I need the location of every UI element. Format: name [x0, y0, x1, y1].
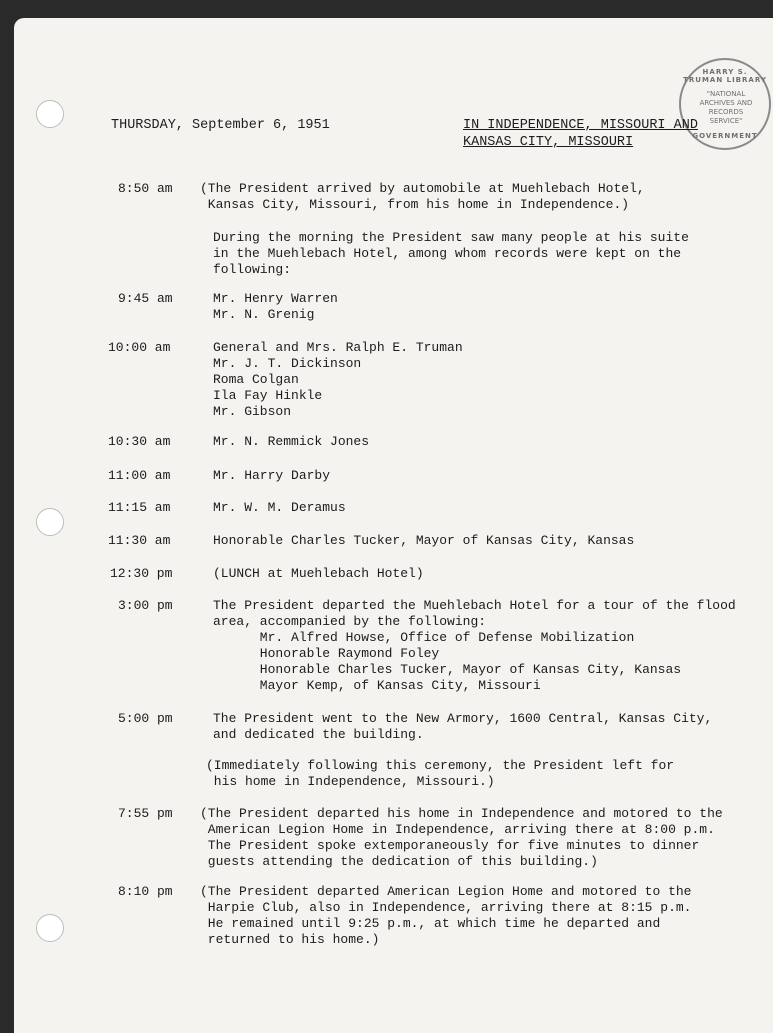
entry-line: area, accompanied by the following: [213, 614, 487, 629]
entry-line: The President spoke extemporaneously for five minutes to dinner [200, 838, 700, 853]
entry-text [213, 468, 330, 484]
stamp-bottom-text: GOVERNMENT [692, 132, 758, 140]
entry-time: 5:00 pm [118, 711, 173, 726]
entry-line: Kansas City, Missouri, from his home in Independence.) [200, 197, 630, 212]
entry-line: Mr. W. M. Deramus [213, 500, 346, 515]
entry-text [213, 566, 424, 582]
entry-line: During the morning the President saw many people at his suite [213, 230, 689, 245]
entry-line: The President went to the New Armory, 1600 Central, Kansas City, [213, 711, 713, 726]
entry-line: Mr. J. T. Dickinson [213, 356, 362, 371]
entry-line: (The President arrived by automobile at Muehlebach Hotel, [200, 181, 645, 196]
entry-line: Harpie Club, also in Independence, arriving there at 8:15 p.m. [200, 900, 692, 915]
entry-line: his home in Independence, Missouri.) [206, 774, 495, 789]
entry-line: (LUNCH at Muehlebach Hotel) [213, 566, 424, 581]
entry-time: 9:45 am [118, 291, 173, 306]
stamp-top-text: HARRY S. TRUMAN LIBRARY [683, 68, 767, 84]
entry-text [206, 758, 674, 790]
entry-text [200, 884, 691, 948]
entry-time: 12:30 pm [110, 566, 173, 581]
stamp-inner-text: "NATIONAL ARCHIVES AND RECORDS SERVICE" [699, 90, 753, 125]
entry-line: (Immediately following this ceremony, the President left for [206, 758, 675, 773]
binder-hole [36, 508, 64, 536]
entry-line: Mayor Kemp, of Kansas City, Missouri [213, 678, 541, 693]
entry-text [213, 598, 736, 694]
entry-time: 8:50 am [118, 181, 173, 196]
entry-line: Honorable Charles Tucker, Mayor of Kansas City, Kansas [213, 533, 635, 548]
entry-line: returned to his home.) [200, 932, 380, 947]
entry-text [200, 181, 645, 213]
entry-text [213, 340, 463, 420]
entry-line: Honorable Charles Tucker, Mayor of Kansas City, Kansas [213, 662, 682, 677]
entry-time: 3:00 pm [118, 598, 173, 613]
binder-hole [36, 914, 64, 942]
entry-time: 11:00 am [108, 468, 171, 483]
entry-line: in the Muehlebach Hotel, among whom records were kept on the [213, 246, 682, 261]
entry-line: The President departed the Muehlebach Hotel for a tour of the flood [213, 598, 736, 613]
binder-hole [36, 100, 64, 128]
header-date: THURSDAY, September 6, 1951 [111, 118, 330, 133]
entry-time: 10:30 am [108, 434, 171, 449]
entry-line: (The President departed American Legion Home and motored to the [200, 884, 692, 899]
header-location [463, 117, 698, 151]
document-page [14, 18, 773, 1033]
entry-time: 11:15 am [108, 500, 171, 515]
entry-line: guests attending the dedication of this building.) [200, 854, 598, 869]
entry-text [213, 533, 634, 549]
entry-text [213, 434, 369, 450]
entry-line: following: [213, 262, 292, 277]
entry-line: American Legion Home in Independence, arriving there at 8:00 p.m. [200, 822, 715, 837]
entry-line: Roma Colgan [213, 372, 299, 387]
entry-time: 10:00 am [108, 340, 171, 355]
entry-line: (The President departed his home in Independence and motored to the [200, 806, 723, 821]
entry-line: Mr. N. Grenig [213, 307, 315, 322]
entry-text [213, 500, 346, 516]
entry-line: Mr. Henry Warren [213, 291, 338, 306]
entry-line: and dedicated the building. [213, 727, 424, 742]
entry-time: 8:10 pm [118, 884, 173, 899]
entry-line: He remained until 9:25 p.m., at which time he departed and [200, 916, 661, 931]
entry-line: Mr. Harry Darby [213, 468, 331, 483]
entry-line: Ila Fay Hinkle [213, 388, 323, 403]
entry-text [200, 806, 723, 870]
entry-line: Mr. Alfred Howse, Office of Defense Mobilization [213, 630, 635, 645]
entry-line: Honorable Raymond Foley [213, 646, 440, 661]
entry-text [213, 291, 338, 323]
entry-line: Mr. N. Remmick Jones [213, 434, 370, 449]
entry-time: 7:55 pm [118, 806, 173, 821]
entry-line: Mr. Gibson [213, 404, 292, 419]
entry-text [213, 230, 689, 278]
header-location-line1: IN INDEPENDENCE, MISSOURI AND [463, 118, 698, 133]
entry-text [213, 711, 712, 743]
entry-line: General and Mrs. Ralph E. Truman [213, 340, 463, 355]
header-location-line2: KANSAS CITY, MISSOURI [463, 135, 634, 150]
entry-time: 11:30 am [108, 533, 171, 548]
